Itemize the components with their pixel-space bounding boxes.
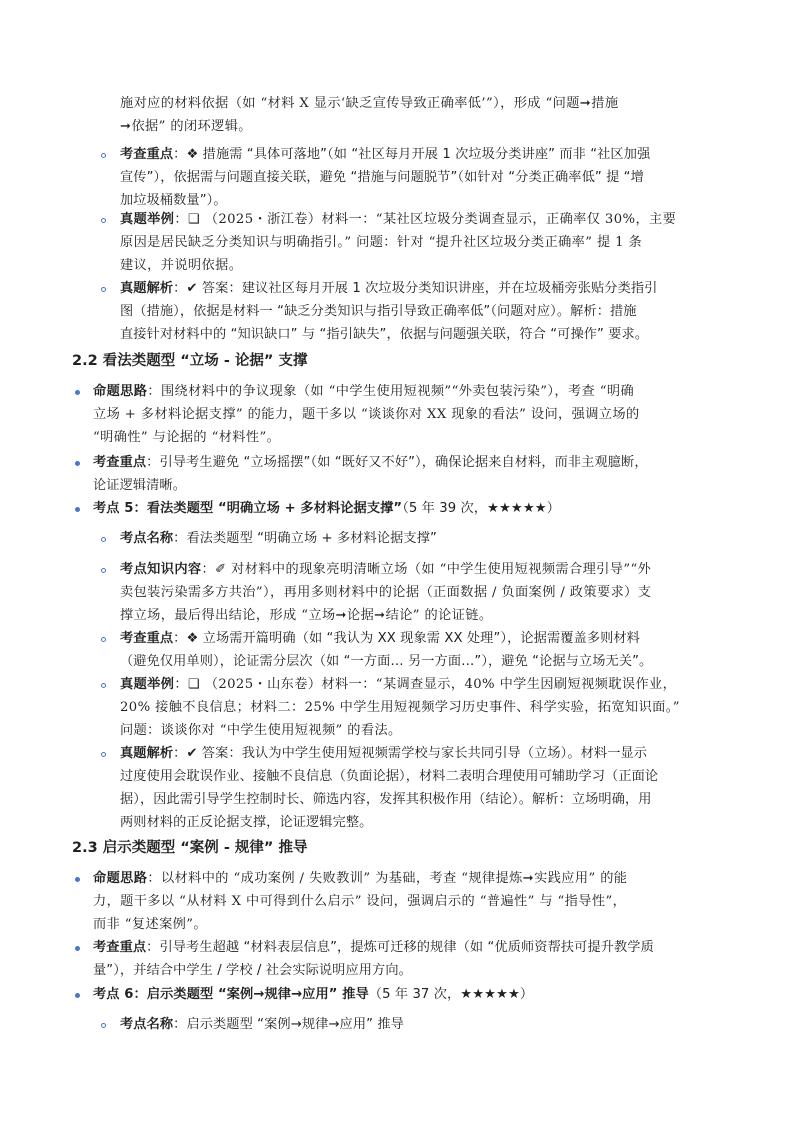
bullet-ring-icon bbox=[101, 568, 106, 573]
paragraph-line: 力，题干多以 “从材料 X 中可得到什么启示” 设问，强调启示的 “普遍性” 与 “指导性”， bbox=[93, 894, 627, 909]
paragraph-line: 论证逻辑清晰。 bbox=[93, 478, 187, 493]
bullet-ring-icon bbox=[101, 287, 106, 292]
paragraph-line: 建议，并说明依据。 bbox=[120, 258, 243, 273]
item-label: 考查重点 bbox=[93, 455, 147, 470]
bullet-ring-icon bbox=[101, 537, 106, 542]
item-text: ：✔ 答案：建议社区每月开展 1 次垃圾分类知识讲座，并在垃圾桶旁张贴分类指引 bbox=[173, 281, 658, 296]
bullet-icon bbox=[75, 877, 80, 882]
item-label: 真题举例 bbox=[120, 212, 175, 227]
item-text: ：❑ （2025・浙江卷）材料一：“某社区垃圾分类调查显示，正确率仅 30%，主要 bbox=[174, 212, 677, 227]
paragraph-line: 原因是居民缺乏分类知识与明确指引。” 问题：针对 “提升社区垃圾分类正确率” 提 1 条 bbox=[120, 235, 643, 250]
paragraph-line: 直接针对材料中的 “知识缺口” 与 “指引缺失”，依据与问题强关联，符合 “可操作” 要求。 bbox=[120, 327, 649, 342]
item-text: ：✔ 答案：我认为中学生使用短视频需学校与家长共同引导（立场）。材料一显示 bbox=[173, 746, 648, 761]
paragraph-line: 据），因此需引导学生控制时长、筛选内容，发挥其积极作用（结论）。解析：立场明确，用 bbox=[120, 792, 652, 807]
bullet-icon bbox=[75, 390, 80, 395]
item-text: ：❖ 措施需 “具体可落地”（如 “社区每月开展 1 次垃圾分类讲座” 而非 “社区加强 bbox=[173, 147, 651, 162]
bullet-icon bbox=[75, 993, 80, 998]
item-text: ：❑ （2025・山东卷）材料一：“某调查显示，40% 中学生因刷短视频耽误作业， bbox=[174, 677, 677, 692]
point-meta: （5 年 39 次，★★★★★） bbox=[402, 501, 560, 516]
paragraph-line: ➞依据” 的闭环逻辑。 bbox=[120, 119, 252, 134]
item-label: 考查重点 bbox=[93, 940, 147, 955]
item-text: ：引导考生避免 “立场摇摆”（如 “既好又不好”），确保论据来自材料，而非主观臆断， bbox=[146, 455, 648, 470]
item-text: ：看法类题型 “明确立场 + 多材料论据支撑” bbox=[173, 531, 437, 546]
list-item bbox=[93, 867, 627, 890]
paragraph-line: 量”），并结合中学生 / 学校 / 社会实际说明应用方向。 bbox=[93, 963, 412, 978]
point-title: 考点 6：启示类题型 “案例→规律→应用” 推导 bbox=[93, 987, 369, 1002]
paragraph-line: 图（措施），依据是材料一 “缺乏分类知识与指引导致正确率低”（问题对应）。解析：措施 bbox=[120, 304, 637, 319]
bullet-ring-icon bbox=[101, 752, 106, 757]
list-item bbox=[120, 742, 647, 765]
item-text: ：围绕材料中的争议现象（如 “中学生使用短视频”“外卖包装污染”），考查 “明确 bbox=[147, 384, 635, 399]
item-label: 真题解析 bbox=[120, 281, 174, 296]
bullet-ring-icon bbox=[101, 637, 106, 642]
item-label: 考点名称 bbox=[120, 1017, 174, 1032]
bullet-icon bbox=[75, 507, 80, 512]
paragraph-line: 问题：谈谈你对 “中学生使用短视频” 的看法。 bbox=[120, 723, 402, 738]
point-meta: （5 年 37 次，★★★★★） bbox=[368, 987, 534, 1002]
paragraph-line: 施对应的材料依据（如 “材料 X 显示‘缺乏宣传导致正确率低’”），形成 “问题➞措施 bbox=[120, 96, 619, 111]
bullet-ring-icon bbox=[101, 153, 106, 158]
item-text: ：✐ 对材料中的现象亮明清晰立场（如 “中学生使用短视频需合理引导”“外 bbox=[201, 562, 652, 577]
point-title: 考点 5：看法类题型 “明确立场 + 多材料论据支撑” bbox=[93, 501, 403, 516]
item-label: 真题举例 bbox=[120, 677, 175, 692]
section-heading: 2.2 看法类题型 “立场 - 论据” 支撑 bbox=[72, 353, 308, 369]
bullet-ring-icon bbox=[101, 683, 106, 688]
list-item bbox=[120, 558, 651, 581]
list-item bbox=[120, 527, 437, 550]
paragraph-line: “明确性” 与论据的 “材料性”。 bbox=[93, 430, 281, 445]
bullet-icon bbox=[75, 946, 80, 951]
list-item bbox=[120, 143, 650, 166]
list-item bbox=[120, 627, 640, 650]
bullet-ring-icon bbox=[101, 1023, 106, 1028]
list-item bbox=[93, 380, 634, 403]
item-label: 考查重点 bbox=[120, 147, 174, 162]
paragraph-line: （避免仅用单则），论证需分层次（如 “一方面… 另一方面…”），避免 “论据与立场无关”。 bbox=[120, 654, 653, 669]
item-text: ：以材料中的 “成功案例 / 失败教训” 为基础，考查 “规律提炼➞实践应用” 的能 bbox=[147, 871, 628, 886]
paragraph-line: 而非 “复述案例”。 bbox=[93, 917, 207, 932]
bullet-icon bbox=[75, 461, 80, 466]
list-item bbox=[93, 497, 560, 520]
item-text: ：启示类题型 “案例→规律→应用” 推导 bbox=[173, 1017, 404, 1032]
paragraph-line: 宣传”），依据需与问题直接关联，避免 “措施与问题脱节”（如针对 “分类正确率低” 提 “增 bbox=[120, 170, 644, 185]
list-item bbox=[120, 1013, 404, 1036]
list-item bbox=[93, 983, 533, 1006]
list-item bbox=[120, 277, 657, 300]
section-heading: 2.3 启示类题型 “案例 - 规律” 推导 bbox=[72, 840, 308, 856]
list-item bbox=[120, 208, 676, 231]
item-label: 考点知识内容 bbox=[120, 562, 202, 577]
paragraph-line: 立场 + 多材料论据支撑” 的能力，题干多以 “谈谈你对 XX 现象的看法” 设问，强调立场的 bbox=[93, 407, 640, 422]
item-text: ：引导考生超越 “材料表层信息”，提炼可迁移的规律（如 “优质师资帮扶可提升教学质 bbox=[146, 940, 654, 955]
list-item bbox=[93, 451, 648, 474]
item-label: 命题思路 bbox=[93, 871, 148, 886]
item-label: 真题解析 bbox=[120, 746, 174, 761]
item-text: ：❖ 立场需开篇明确（如 “我认为 XX 现象需 XX 处理”），论据需覆盖多则材料 bbox=[173, 631, 640, 646]
list-item bbox=[120, 673, 676, 696]
item-label: 命题思路 bbox=[93, 384, 148, 399]
paragraph-line: 撑立场，最后得出结论，形成 “立场➞论据➞结论” 的论证链。 bbox=[120, 608, 493, 623]
list-item bbox=[93, 936, 654, 959]
paragraph-line: 加垃圾桶数量”）。 bbox=[120, 193, 227, 208]
item-label: 考点名称 bbox=[120, 531, 174, 546]
paragraph-line: 两则材料的正反论据支撑，论证逻辑完整。 bbox=[120, 815, 373, 830]
item-label: 考查重点 bbox=[120, 631, 174, 646]
paragraph-line: 过度使用会耽误作业、接触不良信息（负面论据），材料二表明合理使用可辅助学习（正面论 bbox=[120, 769, 659, 784]
paragraph-line: 20% 接触不良信息；材料二：25% 中学生用短视频学习历史事件、科学实验，拓宽知识面。” bbox=[120, 700, 680, 715]
paragraph-line: 卖包装污染需多方共治”），再用多则材料中的论据（正面数据 / 负面案例 / 政策要求）支 bbox=[120, 585, 652, 600]
bullet-ring-icon bbox=[101, 218, 106, 223]
